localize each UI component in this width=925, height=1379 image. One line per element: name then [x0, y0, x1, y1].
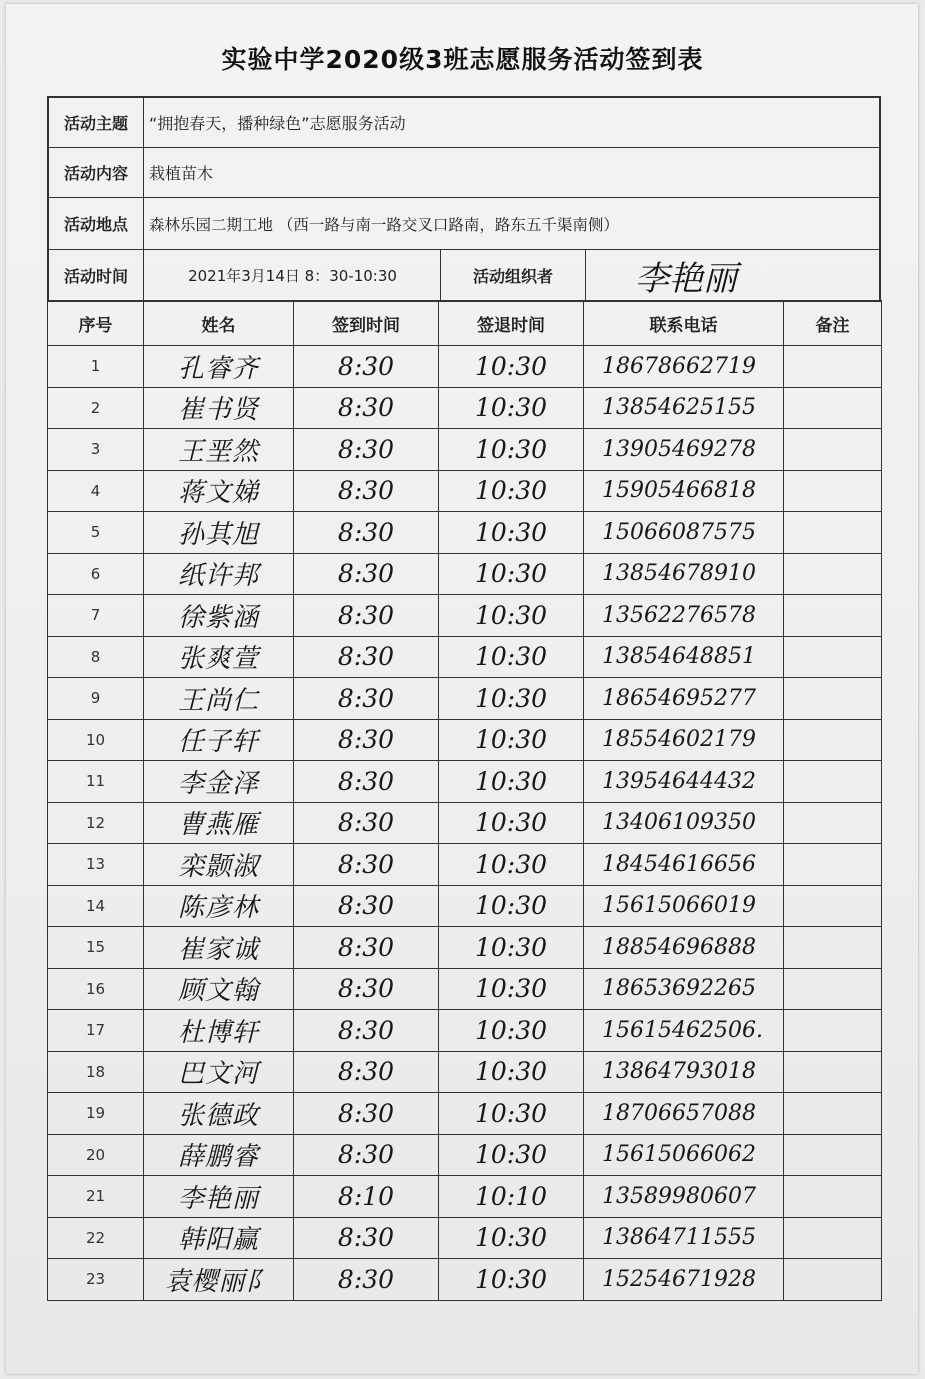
row-number: 11: [48, 761, 144, 803]
remarks-cell: [784, 1051, 882, 1093]
col-header-name: 姓名: [144, 301, 294, 346]
checkin-time: 8:10: [294, 1176, 439, 1218]
location-label: 活动地点: [49, 198, 144, 249]
row-number: 23: [48, 1259, 144, 1301]
remarks-cell: [784, 553, 882, 595]
table-body: [48, 346, 882, 1301]
remarks-cell: [784, 678, 882, 720]
row-number: 3: [48, 429, 144, 471]
organizer-signature: 李艳丽: [635, 259, 737, 299]
signer-name: 曹燕雁: [144, 802, 294, 844]
remarks-cell: [784, 512, 882, 554]
checkout-time: 10:30: [439, 636, 584, 678]
checkout-time: 10:30: [439, 346, 584, 388]
phone-number: 13864711555: [584, 1217, 784, 1259]
signer-name: 巴文河: [144, 1051, 294, 1093]
phone-number: 15066087575: [584, 512, 784, 554]
time-row: [49, 250, 879, 302]
theme-value: “拥抱春天，播种绿色”志愿服务活动: [149, 114, 406, 133]
phone-number: 13854678910: [584, 553, 784, 595]
phone-number: 13854648851: [584, 636, 784, 678]
signer-name: 徐紫涵: [144, 595, 294, 637]
table-row: [48, 719, 882, 761]
checkin-time: 8:30: [294, 802, 439, 844]
checkin-time: 8:30: [294, 512, 439, 554]
checkin-time: 8:30: [294, 844, 439, 886]
checkout-time: 10:30: [439, 470, 584, 512]
table-row: [48, 927, 882, 969]
row-number: 2: [48, 387, 144, 429]
checkin-time: 8:30: [294, 1259, 439, 1301]
signer-name: 李艳丽: [144, 1176, 294, 1218]
remarks-cell: [784, 968, 882, 1010]
signer-name: 李金泽: [144, 761, 294, 803]
checkin-time: 8:30: [294, 1134, 439, 1176]
remarks-cell: [784, 636, 882, 678]
remarks-cell: [784, 802, 882, 844]
col-header-no: 序号: [48, 301, 144, 346]
document-title: 实验中学2020级3班志愿服务活动签到表: [221, 45, 704, 74]
signin-table: [47, 300, 882, 1301]
remarks-cell: [784, 595, 882, 637]
phone-number: 13562276578: [584, 595, 784, 637]
row-number: 19: [48, 1093, 144, 1135]
checkin-time: 8:30: [294, 470, 439, 512]
row-number: 20: [48, 1134, 144, 1176]
checkin-time: 8:30: [294, 429, 439, 471]
remarks-cell: [784, 927, 882, 969]
signer-name: 王垩然: [144, 429, 294, 471]
remarks-cell: [784, 885, 882, 927]
table-row: [48, 470, 882, 512]
remarks-cell: [784, 470, 882, 512]
phone-number: 18678662719: [584, 346, 784, 388]
signer-name: 陈彦林: [144, 885, 294, 927]
table-row: [48, 1176, 882, 1218]
row-number: 8: [48, 636, 144, 678]
content-label: 活动内容: [49, 148, 144, 197]
signer-name: 栾颢淑: [144, 844, 294, 886]
row-number: 10: [48, 719, 144, 761]
row-number: 7: [48, 595, 144, 637]
phone-number: 18653692265: [584, 968, 784, 1010]
phone-number: 13589980607: [584, 1176, 784, 1218]
time-label: 活动时间: [49, 250, 144, 301]
checkin-time: 8:30: [294, 636, 439, 678]
signer-name: 杜博轩: [144, 1010, 294, 1052]
signer-name: 崔家诚: [144, 927, 294, 969]
remarks-cell: [784, 1259, 882, 1301]
table-row: [48, 595, 882, 637]
col-header-checkout: 签退时间: [439, 301, 584, 346]
checkout-time: 10:30: [439, 595, 584, 637]
table-row: [48, 1010, 882, 1052]
remarks-cell: [784, 1093, 882, 1135]
phone-number: 18706657088: [584, 1093, 784, 1135]
signer-name: 任子轩: [144, 719, 294, 761]
checkout-time: 10:30: [439, 1051, 584, 1093]
row-number: 4: [48, 470, 144, 512]
signer-name: 崔书贤: [144, 387, 294, 429]
table-row: [48, 1134, 882, 1176]
row-number: 1: [48, 346, 144, 388]
phone-number: 15254671928: [584, 1259, 784, 1301]
checkin-time: 8:30: [294, 553, 439, 595]
organizer-cell: [586, 250, 786, 301]
organizer-label: 活动组织者: [441, 250, 586, 301]
theme-label: 活动主题: [49, 98, 144, 147]
phone-number: 18854696888: [584, 927, 784, 969]
checkout-time: 10:30: [439, 1217, 584, 1259]
checkin-time: 8:30: [294, 1010, 439, 1052]
table-row: [48, 387, 882, 429]
signer-name: 纸许邦: [144, 553, 294, 595]
location-value: 森林乐园二期工地 （西一路与南一路交叉口路南，路东五千渠南侧）: [149, 215, 619, 234]
row-number: 9: [48, 678, 144, 720]
signer-name: 孔睿齐: [144, 346, 294, 388]
table-row: [48, 553, 882, 595]
remarks-cell: [784, 1217, 882, 1259]
signer-name: 张爽萱: [144, 636, 294, 678]
checkin-time: 8:30: [294, 927, 439, 969]
checkout-time: 10:30: [439, 678, 584, 720]
signer-name: 薛鹏睿: [144, 1134, 294, 1176]
row-number: 6: [48, 553, 144, 595]
col-header-checkin: 签到时间: [294, 301, 439, 346]
checkin-time: 8:30: [294, 1051, 439, 1093]
remarks-cell: [784, 1134, 882, 1176]
checkout-time: 10:30: [439, 553, 584, 595]
remarks-cell: [784, 346, 882, 388]
checkout-time: 10:30: [439, 429, 584, 471]
theme-row: [49, 98, 879, 148]
table-row: [48, 802, 882, 844]
remarks-cell: [784, 429, 882, 471]
checkin-time: 8:30: [294, 885, 439, 927]
checkin-time: 8:30: [294, 719, 439, 761]
table-row: [48, 1259, 882, 1301]
row-number: 15: [48, 927, 144, 969]
checkout-time: 10:10: [439, 1176, 584, 1218]
phone-number: 15615462506.: [584, 1010, 784, 1052]
checkin-time: 8:30: [294, 595, 439, 637]
col-header-phone: 联系电话: [584, 301, 784, 346]
table-header-row: [48, 301, 882, 346]
phone-number: 13905469278: [584, 429, 784, 471]
phone-number: 15615066062: [584, 1134, 784, 1176]
table-row: [48, 429, 882, 471]
remarks-cell: [784, 387, 882, 429]
signer-name: 蒋文娣: [144, 470, 294, 512]
phone-number: 18654695277: [584, 678, 784, 720]
phone-number: 13954644432: [584, 761, 784, 803]
remarks-cell: [784, 761, 882, 803]
remarks-cell: [784, 1010, 882, 1052]
row-number: 14: [48, 885, 144, 927]
checkout-time: 10:30: [439, 1259, 584, 1301]
col-header-remarks: 备注: [784, 301, 882, 346]
table-row: [48, 761, 882, 803]
content-value: 栽植苗木: [149, 164, 214, 183]
checkin-time: 8:30: [294, 968, 439, 1010]
checkout-time: 10:30: [439, 512, 584, 554]
location-row: [49, 198, 879, 250]
row-number: 21: [48, 1176, 144, 1218]
checkout-time: 10:30: [439, 1134, 584, 1176]
checkin-time: 8:30: [294, 1217, 439, 1259]
phone-number: 13406109350: [584, 802, 784, 844]
row-number: 17: [48, 1010, 144, 1052]
remarks-cell: [784, 1176, 882, 1218]
table-row: [48, 678, 882, 720]
checkin-time: 8:30: [294, 1093, 439, 1135]
row-number: 13: [48, 844, 144, 886]
checkin-time: 8:30: [294, 761, 439, 803]
checkout-time: 10:30: [439, 761, 584, 803]
checkout-time: 10:30: [439, 1093, 584, 1135]
checkout-time: 10:30: [439, 927, 584, 969]
checkin-time: 8:30: [294, 387, 439, 429]
remarks-cell: [784, 844, 882, 886]
content-row: [49, 148, 879, 198]
row-number: 22: [48, 1217, 144, 1259]
signer-name: 韩阳赢: [144, 1217, 294, 1259]
phone-number: 15615066019: [584, 885, 784, 927]
signer-name: 袁樱丽阝: [144, 1259, 294, 1301]
row-number: 18: [48, 1051, 144, 1093]
signer-name: 王尚仁: [144, 678, 294, 720]
checkout-time: 10:30: [439, 968, 584, 1010]
checkout-time: 10:30: [439, 885, 584, 927]
checkout-time: 10:30: [439, 802, 584, 844]
table-row: [48, 885, 882, 927]
row-number: 5: [48, 512, 144, 554]
checkin-time: 8:30: [294, 678, 439, 720]
phone-number: 13864793018: [584, 1051, 784, 1093]
table-row: [48, 1093, 882, 1135]
table-row: [48, 1051, 882, 1093]
table-row: [48, 636, 882, 678]
checkout-time: 10:30: [439, 1010, 584, 1052]
table-row: [48, 968, 882, 1010]
row-number: 16: [48, 968, 144, 1010]
checkout-time: 10:30: [439, 387, 584, 429]
phone-number: 15905466818: [584, 470, 784, 512]
checkout-time: 10:30: [439, 719, 584, 761]
checkin-time: 8:30: [294, 346, 439, 388]
phone-number: 18454616656: [584, 844, 784, 886]
row-number: 12: [48, 802, 144, 844]
table-row: [48, 346, 882, 388]
signer-name: 顾文翰: [144, 968, 294, 1010]
table-row: [48, 1217, 882, 1259]
phone-number: 13854625155: [584, 387, 784, 429]
activity-info-block: [47, 96, 881, 302]
remarks-cell: [784, 719, 882, 761]
checkout-time: 10:30: [439, 844, 584, 886]
table-row: [48, 844, 882, 886]
signer-name: 张德政: [144, 1093, 294, 1135]
phone-number: 18554602179: [584, 719, 784, 761]
table-row: [48, 512, 882, 554]
signer-name: 孙其旭: [144, 512, 294, 554]
time-value: 2021年3月14日 8：30-10:30: [145, 250, 441, 301]
